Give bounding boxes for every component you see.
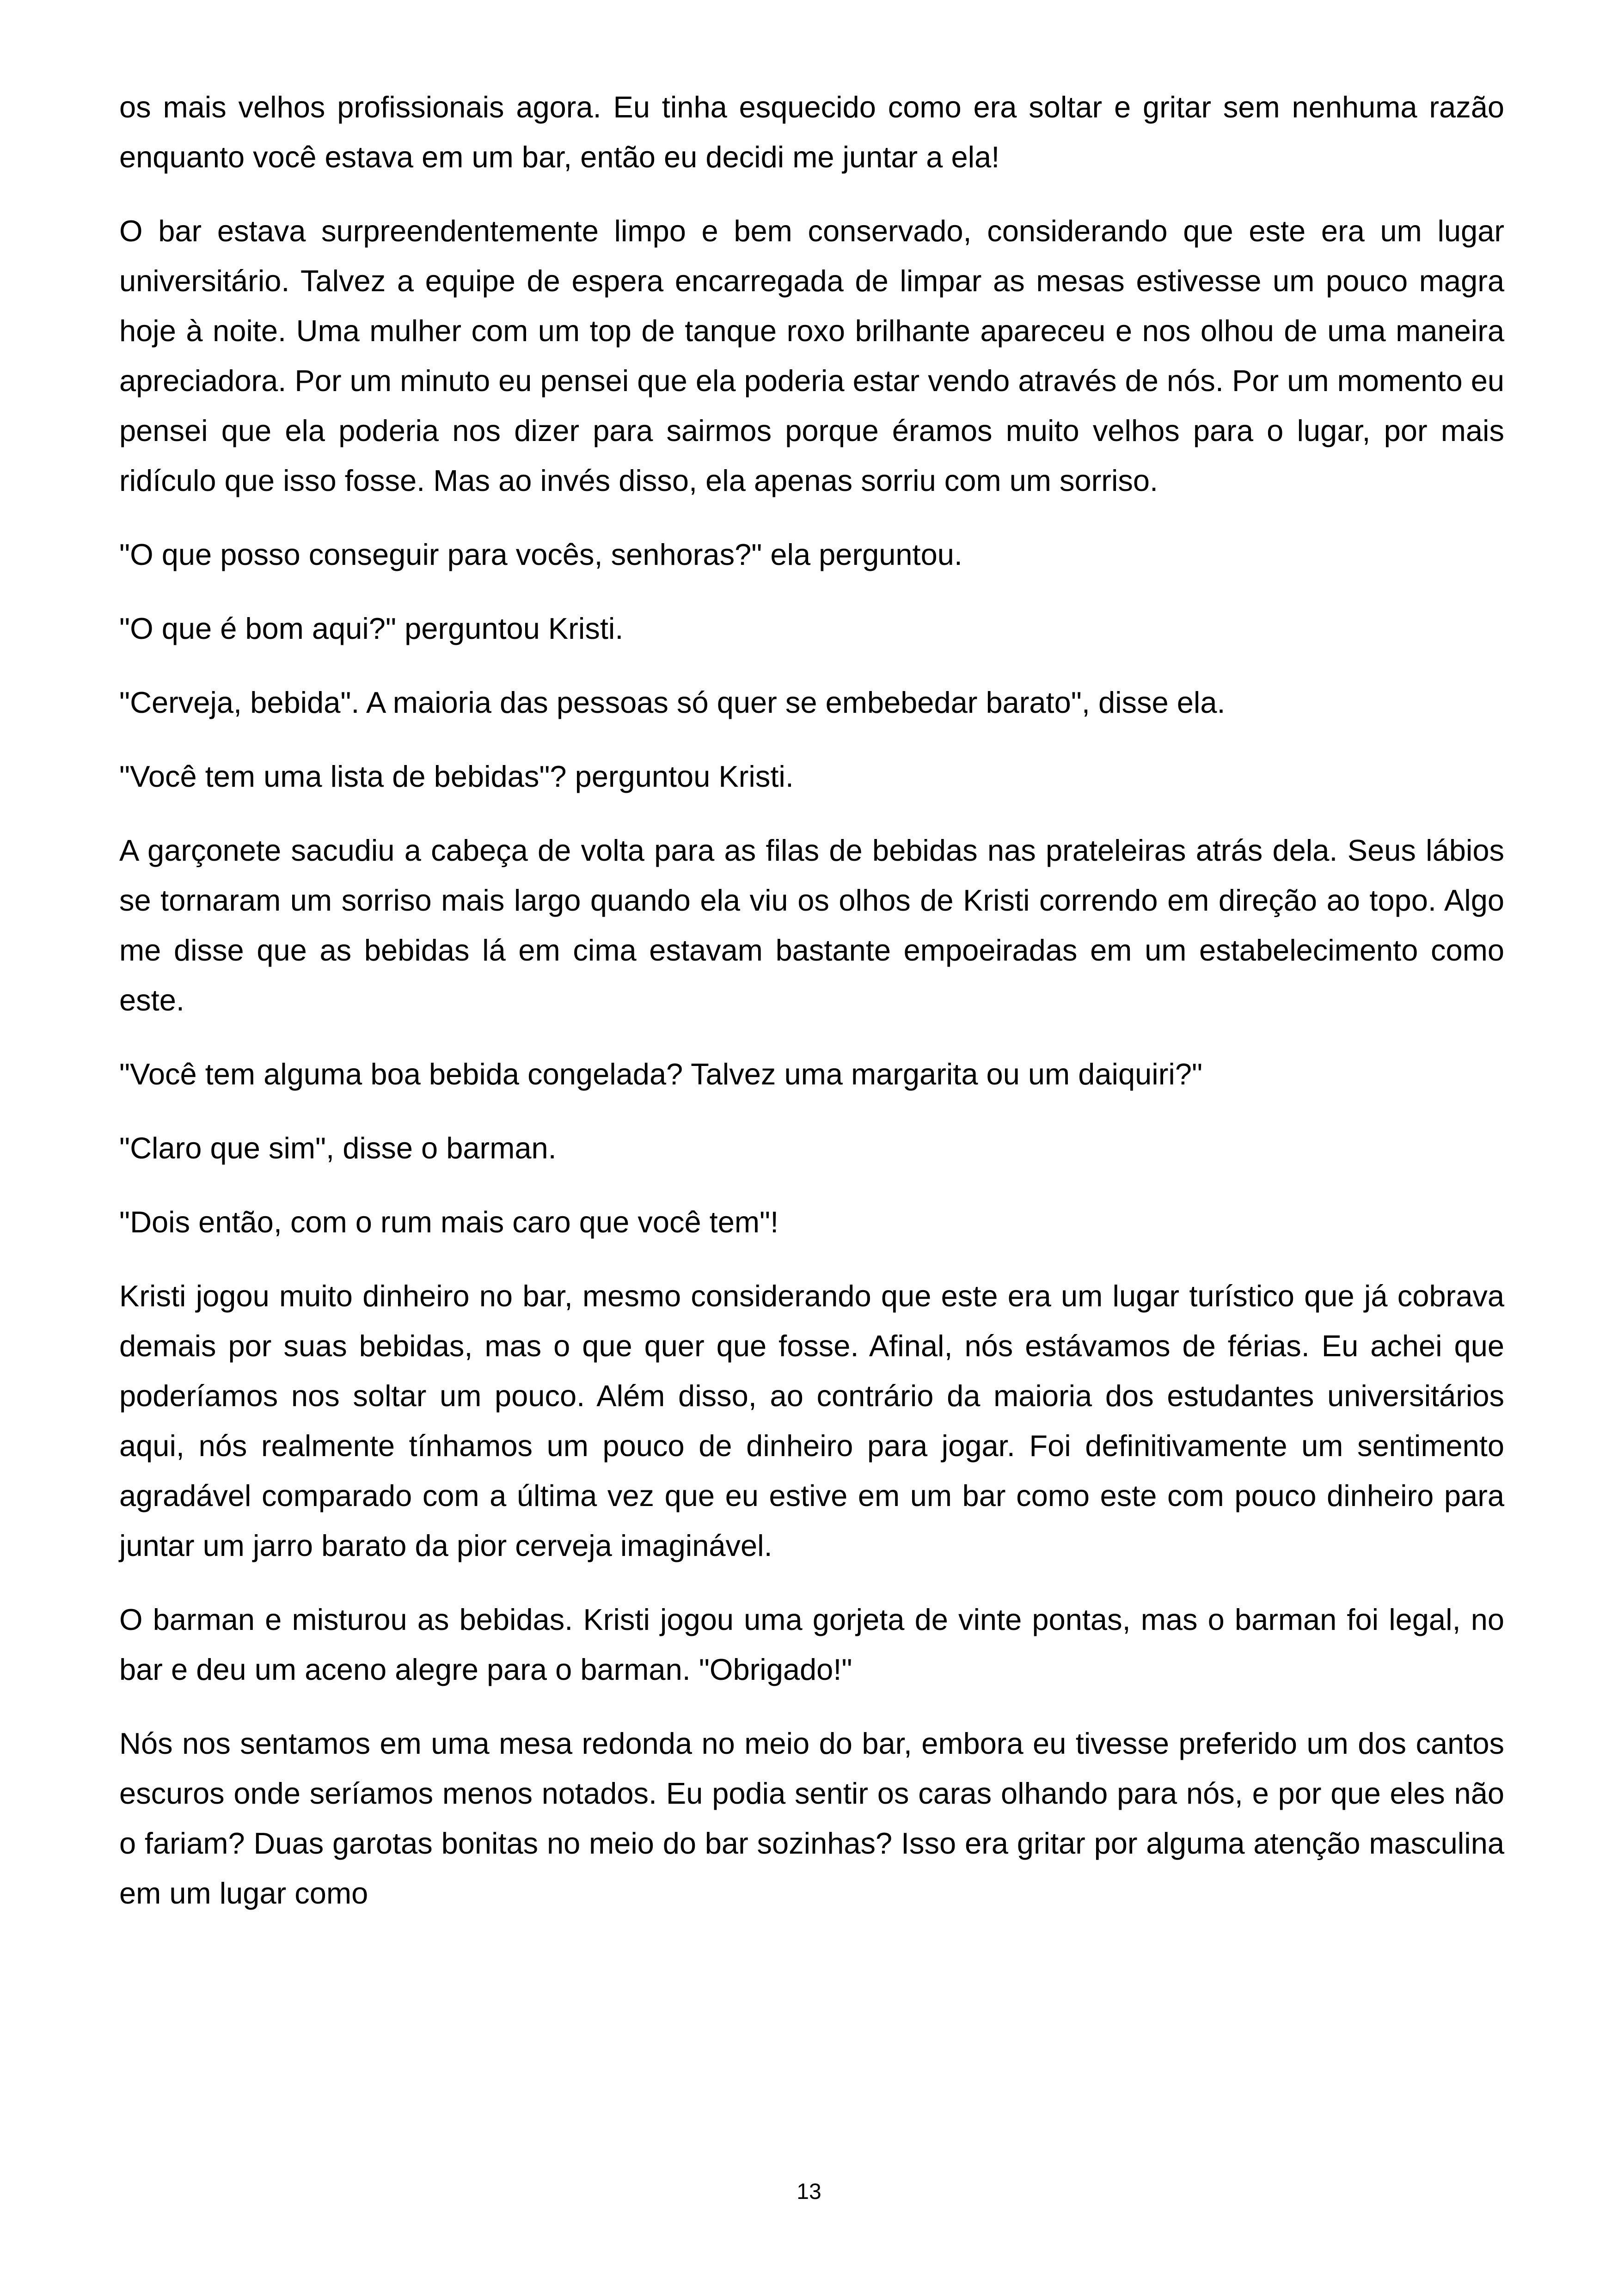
paragraph-13: Nós nos sentamos em uma mesa redonda no meio do bar, embora eu tivesse preferido um dos cantos escuros onde seríamos menos notados. Eu podia sentir os caras olhando para nós, e por que eles não o fariam? Duas garotas bonitas no meio do bar sozinhas? Isso era gritar por alguma atenção masculina em um lugar como [119, 1727, 1504, 1910]
paragraph-5: "Cerveja, bebida". A maioria das pessoas só quer se embebedar barato", disse ela. [119, 686, 1226, 719]
page-number: 13 [797, 2180, 821, 2204]
paragraph-3: "O que posso conseguir para vocês, senhoras?" ela perguntou. [119, 538, 962, 571]
paragraph-1: os mais velhos profissionais agora. Eu tinha esquecido como era soltar e gritar sem nenhuma razão enquanto você estava em um bar, então eu decidi me juntar a ela! [119, 90, 1504, 174]
paragraph-4: "O que é bom aqui?" perguntou Kristi. [119, 612, 624, 645]
paragraph-8: "Você tem alguma boa bebida congelada? Talvez uma margarita ou um daiquiri?" [119, 1057, 1203, 1091]
paragraph-9: "Claro que sim", disse o barman. [119, 1131, 557, 1165]
paragraph-2: O bar estava surpreendentemente limpo e bem conservado, considerando que este era um lugar universitário. Talvez a equipe de espera encarregada de limpar as mesas estivesse um pouco magra hoje à noite. Uma mulher com um top de tanque roxo brilhante apareceu e nos olhou de uma maneira apreciadora. Por um minuto eu pensei que ela poderia estar vendo através de nós. Por um momento eu pensei que ela poderia nos dizer para sairmos porque éramos muito velhos para o lugar, por mais ridículo que isso fosse. Mas ao invés disso, ela apenas sorriu com um sorriso. [119, 214, 1504, 497]
paragraph-7: A garçonete sacudiu a cabeça de volta para as filas de bebidas nas prateleiras atrás dela. Seus lábios se tornaram um sorriso mais largo quando ela viu os olhos de Kristi correndo em direção ao topo. Algo me disse que as bebidas lá em cima estavam bastante empoeiradas em um estabelecimento como este. [119, 833, 1504, 1017]
body-text [119, 82, 1504, 1942]
paragraph-10: "Dois então, com o rum mais caro que você tem"! [119, 1205, 779, 1239]
paragraph-6: "Você tem uma lista de bebidas"? perguntou Kristi. [119, 759, 794, 793]
paragraph-12: O barman e misturou as bebidas. Kristi jogou uma gorjeta de vinte pontas, mas o barman foi legal, no bar e deu um aceno alegre para o barman. "Obrigado!" [119, 1603, 1504, 1686]
paragraph-11: Kristi jogou muito dinheiro no bar, mesmo considerando que este era um lugar turístico que já cobrava demais por suas bebidas, mas o que quer que fosse. Afinal, nós estávamos de férias. Eu achei que poderíamos nos soltar um pouco. Além disso, ao contrário da maioria dos estudantes universitários aqui, nós realmente tínhamos um pouco de dinheiro para jogar. Foi definitivamente um sentimento agradável comparado com a última vez que eu estive em um bar como este com pouco dinheiro para juntar um jarro barato da pior cerveja imaginável. [119, 1279, 1504, 1562]
